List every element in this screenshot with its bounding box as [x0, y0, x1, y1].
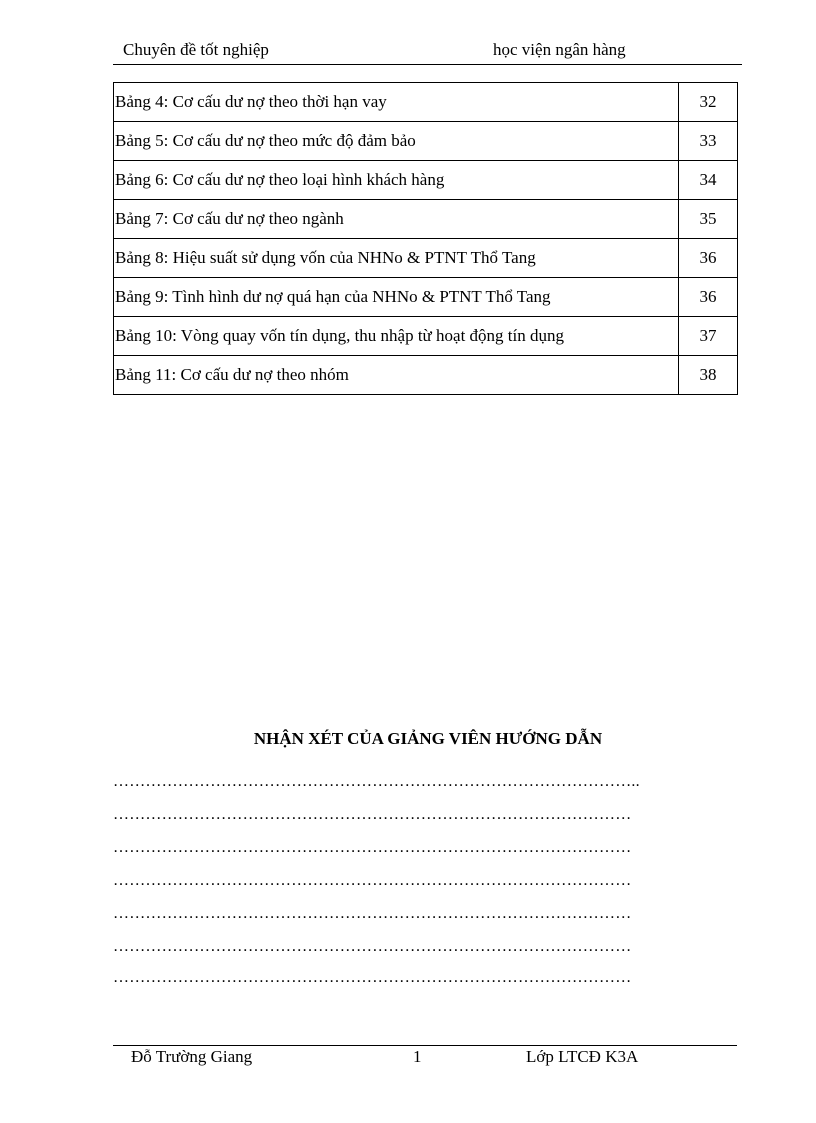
toc-entry-title: Bảng 4: Cơ cấu dư nợ theo thời hạn vay: [114, 83, 679, 122]
toc-entry-title: Bảng 10: Vòng quay vốn tín dụng, thu nhập từ hoạt động tín dụng: [114, 317, 679, 356]
comment-line: ……………………………………………………………………………………: [113, 969, 632, 986]
comment-line: ……………………………………………………………………………………: [113, 806, 632, 823]
toc-entry-title: Bảng 8: Hiệu suất sử dụng vốn của NHNo & PTNT Thổ Tang: [114, 239, 679, 278]
comment-line: ……………………………………………………………………………………: [113, 905, 632, 922]
toc-entry-page: 35: [679, 200, 738, 239]
toc-entry-title: Bảng 11: Cơ cấu dư nợ theo nhóm: [114, 356, 679, 395]
toc-entry-page: 34: [679, 161, 738, 200]
toc-row: [114, 278, 738, 317]
toc-entry-title: Bảng 5: Cơ cấu dư nợ theo mức độ đảm bảo: [114, 122, 679, 161]
table-of-contents: [113, 82, 738, 395]
toc-entry-page: 36: [679, 278, 738, 317]
supervisor-comments-title: NHẬN XÉT CỦA GIẢNG VIÊN HƯỚNG DẪN: [253, 729, 603, 748]
toc-entry-title: Bảng 7: Cơ cấu dư nợ theo ngành: [114, 200, 679, 239]
header-institution: học viện ngân hàng: [493, 40, 626, 59]
toc-entry-page: 37: [679, 317, 738, 356]
toc-row: [114, 356, 738, 395]
toc-entry-page: 32: [679, 83, 738, 122]
toc-entry-page: 36: [679, 239, 738, 278]
footer-class: Lớp LTCĐ K3A: [526, 1047, 639, 1066]
toc-entry-page: 38: [679, 356, 738, 395]
comment-line: ……………………………………………………………………………………..: [113, 773, 640, 790]
toc-entry-title: Bảng 9: Tình hình dư nợ quá hạn của NHNo & PTNT Thổ Tang: [114, 278, 679, 317]
toc-entry-title: Bảng 6: Cơ cấu dư nợ theo loại hình khách hàng: [114, 161, 679, 200]
header-document-type: Chuyên đề tốt nghiệp: [123, 40, 269, 59]
toc-row: [114, 161, 738, 200]
page-header: [113, 38, 742, 65]
footer-author: Đỗ Trường Giang: [131, 1047, 253, 1066]
toc-row: [114, 200, 738, 239]
toc-row: [114, 239, 738, 278]
footer-page-number: 1: [413, 1047, 422, 1066]
comment-line: ……………………………………………………………………………………: [113, 839, 632, 856]
toc-row: [114, 83, 738, 122]
toc-entry-page: 33: [679, 122, 738, 161]
page-footer: [113, 1045, 737, 1074]
toc-row: [114, 122, 738, 161]
comment-line: ……………………………………………………………………………………: [113, 872, 632, 889]
toc-row: [114, 317, 738, 356]
comment-line: ……………………………………………………………………………………: [113, 938, 632, 955]
